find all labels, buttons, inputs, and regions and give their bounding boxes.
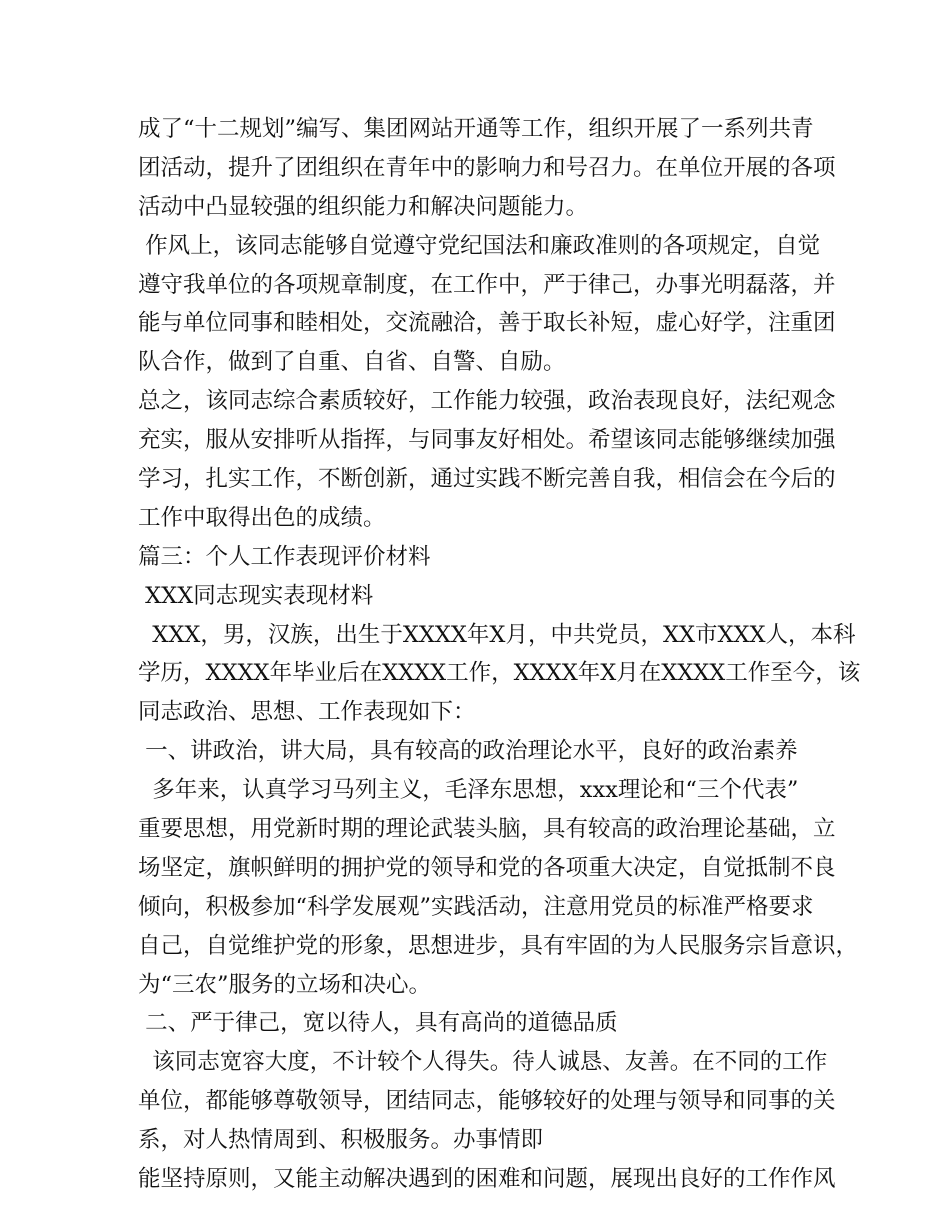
text-line: 学习，扎实工作，不断创新，通过实践不断完善自我，相信会在今后的 <box>138 466 836 493</box>
text-line: 工作中取得出色的成绩。 <box>138 504 386 531</box>
text-line: 系，对人热情周到、积极服务。办事情即 <box>138 1127 544 1154</box>
text-line: 作风上，该同志能够自觉遵守党纪国法和廉政准则的各项规定，自觉 <box>138 232 821 259</box>
text-line: 该同志宽容大度，不计较个人得失。待人诚恳、友善。在不同的工作 <box>138 1049 828 1076</box>
subsection-heading: 一、讲政治，讲大局，具有较高的政治理论水平，良好的政治素养 <box>138 738 798 765</box>
text-line: 为“三农”服务的立场和决心。 <box>138 971 432 998</box>
text-line: 单位，都能够尊敬领导，团结同志，能够较好的处理与领导和同事的关 <box>138 1088 836 1115</box>
text-line: 总之，该同志综合素质较好，工作能力较强，政治表现良好，法纪观念 <box>138 388 836 415</box>
section-heading: 篇三：个人工作表现评价材料 <box>138 543 431 570</box>
document-body <box>138 110 861 1199</box>
text-line: 成了“十二规划”编写、集团网站开通等工作，组织开展了一系列共青 <box>138 116 814 142</box>
text-line: 同志政治、思想、工作表现如下： <box>138 699 476 726</box>
text-line: 能与单位同事和睦相处，交流融洽，善于取长补短，虚心好学，注重团 <box>138 310 836 337</box>
text-line: 倾向，积极参加“科学发展观”实践活动，注意用党员的标准严格要求 <box>138 893 814 920</box>
text-line: 活动中凸显较强的组织能力和解决问题能力。 <box>138 193 589 220</box>
text-line: 多年来，认真学习马列主义，毛泽东思想，xxx理论和“三个代表” <box>138 777 799 804</box>
text-line: 重要思想，用党新时期的理论武装头脑，具有较高的政治理论基础，立 <box>138 816 836 843</box>
text-line: 自己，自觉维护党的形象，思想进步，具有牢固的为人民服务宗旨意识， <box>138 932 859 959</box>
subsection-heading: 二、严于律己，宽以待人，具有高尚的道德品质 <box>138 1010 618 1037</box>
text-line: 场坚定，旗帜鲜明的拥护党的领导和党的各项重大决定，自觉抵制不良 <box>138 854 836 881</box>
text-line: 团活动，提升了团组织在青年中的影响力和号召力。在单位开展的各项 <box>138 154 836 181</box>
text-line: 学历，XXXX年毕业后在XXXX工作，XXXX年X月在XXXX工作至今，该 <box>138 660 861 687</box>
text-line: 队合作，做到了自重、自省、自警、自励。 <box>138 349 566 376</box>
text-line: 充实，服从安排听从指挥，与同事友好相处。希望该同志能够继续加强 <box>138 427 836 454</box>
text-line: 能坚持原则，又能主动解决遇到的困难和问题，展现出良好的工作作风 <box>138 1166 836 1193</box>
text-line: XXX，男，汉族，出生于XXXX年X月，中共党员，XX市XXX人，本科 <box>138 621 856 648</box>
text-line: 遵守我单位的各项规章制度，在工作中，严于律己，办事光明磊落，并 <box>138 271 836 298</box>
document-title: XXX同志现实表现材料 <box>138 582 374 609</box>
